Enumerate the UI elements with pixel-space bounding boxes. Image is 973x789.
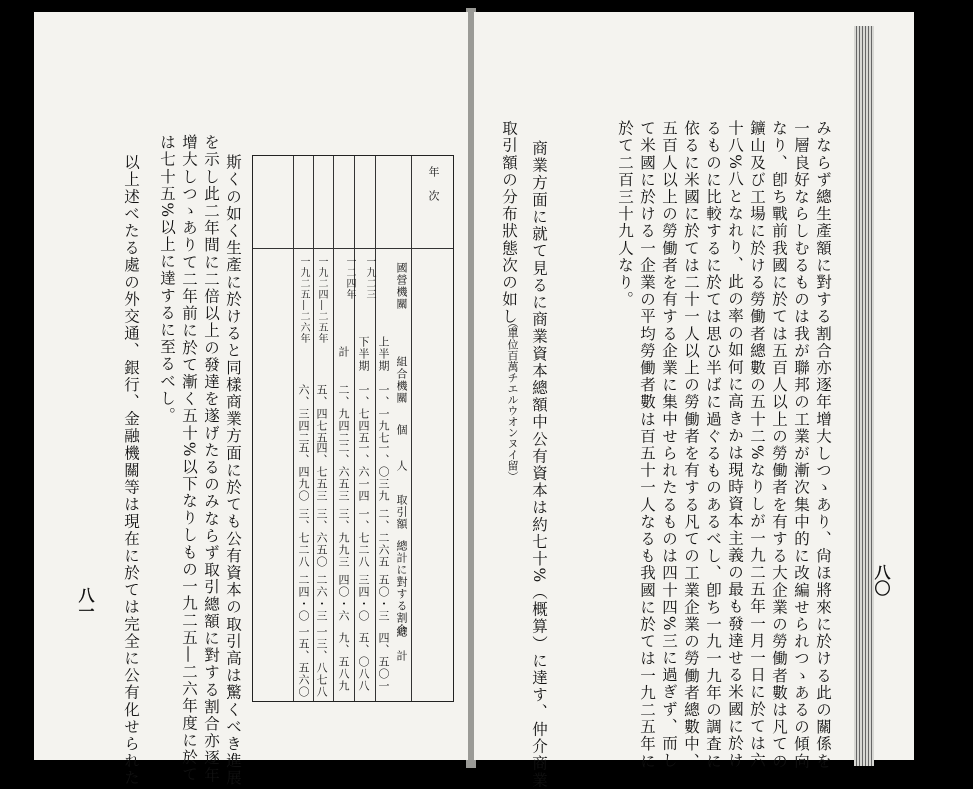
cell-ratio: 四〇・六: [337, 574, 350, 622]
text-line: 斯くの如く生產に於けると同樣商業方面に於ても公有資本の取引高は驚くべき進展: [224, 154, 242, 787]
header-year: 年 次: [427, 166, 440, 202]
cell-trade: 三、九九三: [337, 508, 350, 568]
cell-total: 四、五〇一: [377, 632, 390, 692]
cell-trade: 三、七二八: [297, 508, 310, 568]
cell-total: 九、五八九: [337, 632, 350, 692]
header-total: 總 計: [395, 626, 408, 662]
text-line: 十八%八となれり、此の率の如何に高きかは現時資本主義の最も發達せる米國に於け: [726, 120, 744, 770]
text-line: 取引額の分布狀態次の如し。: [500, 120, 518, 343]
text-line: は七十五%以上に達するに至るべし。: [158, 134, 176, 424]
cell-state: 一、一九七: [377, 384, 390, 444]
cell-coop: 五、四九〇: [297, 442, 310, 502]
text-line: 一層良好ならしむるものは我が聯邦の工業が漸次集中的に改編せられつゝあるの傾向: [792, 120, 810, 770]
header-state: 國營機關: [395, 262, 408, 310]
row-year: 計: [337, 346, 350, 358]
header-coop: 組合機關: [395, 356, 408, 404]
right-page: [474, 12, 914, 789]
text-line: みならず總生產額に對する割合亦逐年增大しつゝあり、尙ほ將來に於ける此の關係を: [814, 120, 832, 770]
cell-trade: 三、六五〇: [315, 508, 328, 568]
row-year: 上半期: [377, 336, 390, 372]
text-line: るものに比較するに於ては思ひ半ばに過ぐるものあるべし、卽ち一九一九年の調査に: [704, 120, 722, 770]
cell-total: 五、〇八八: [357, 632, 370, 692]
header-private: 個 人: [395, 424, 408, 472]
page-edge: [854, 26, 874, 766]
cell-coop: 四、七五三: [315, 442, 328, 502]
cell-coop: 一、六一四: [357, 442, 370, 502]
year-group-1924: 一二四年: [344, 256, 355, 300]
text-line: 鑛山及び工場に於ける勞働者總數の五十二%なりしが一九二五年一月一日に於ては六: [748, 120, 766, 770]
row-year: 一九二五―二六年: [298, 256, 309, 344]
year-group-1923: 一九二三: [364, 256, 375, 300]
header-ratio: 總計に對する割合: [395, 540, 408, 636]
cell-ratio: 二四・〇: [297, 574, 310, 622]
header-trade: 取引額: [395, 494, 408, 530]
page-number-left: 八一: [76, 587, 95, 619]
text-line: 依るに米國に於ては二十一人以上の勞働者を有する凡ての工業企業の勞働者總數中、: [682, 120, 700, 770]
cell-state: 六、三四二: [297, 384, 310, 444]
cell-state: 二、九四二: [337, 384, 350, 444]
text-line: 增大しつゝありて二年前に於て漸く五十%以下なりしもの一九二五―二六年度に於て: [180, 134, 198, 784]
text-line: て米國に於ける一企業の平均勞働者數は百五十一人なるも我國に於ては一九二五年に: [638, 120, 656, 770]
cell-trade: 一、七二八: [357, 508, 370, 568]
cell-ratio: 三四・〇: [357, 574, 370, 622]
cell-coop: 一、〇三九: [377, 442, 390, 502]
row-year: 一九二四―二五年: [316, 256, 327, 344]
unit-note: （單位百萬チエルウオンヌイ留）: [506, 317, 519, 482]
row-year: 下半期: [357, 336, 370, 372]
text-line: 五百人以上の勞働者を有する企業に集中せられたるものは四十四%三に過ぎず、而し: [660, 120, 678, 770]
cell-state: 一、七四五: [357, 384, 370, 444]
cell-ratio: 五〇・三: [377, 574, 390, 622]
text-line: 以上述べたる處の外交通、銀行、金融機關等は現在に於ては完全に公有化せられた: [122, 154, 140, 787]
text-line: なり、卽ち戰前我國に於ては五百人以上の勞働者を有する大企業の勞働者數は凡ての: [770, 120, 788, 770]
cell-state: 五、四七五: [315, 384, 328, 444]
text-line: 於て二百三十九人なり。: [616, 120, 634, 309]
cell-coop: 二、六五三: [337, 442, 350, 502]
page-number-right: 八〇: [872, 564, 891, 596]
statistics-table: [252, 155, 454, 702]
text-line: 商業方面に就て見るに商業資本總額中公有資本は約七十%（概算）に達す、仲介商業: [530, 140, 548, 789]
cell-trade: 二、二六五: [377, 508, 390, 568]
cell-total: 一五、五六〇: [297, 626, 310, 698]
cell-total: 一三、八七八: [315, 626, 328, 698]
cell-ratio: 二六・三: [315, 574, 328, 622]
text-line: を示し此二年間に二倍以上の發達を遂げたるのみならず取引總額に對する割合亦逐年: [202, 134, 220, 784]
